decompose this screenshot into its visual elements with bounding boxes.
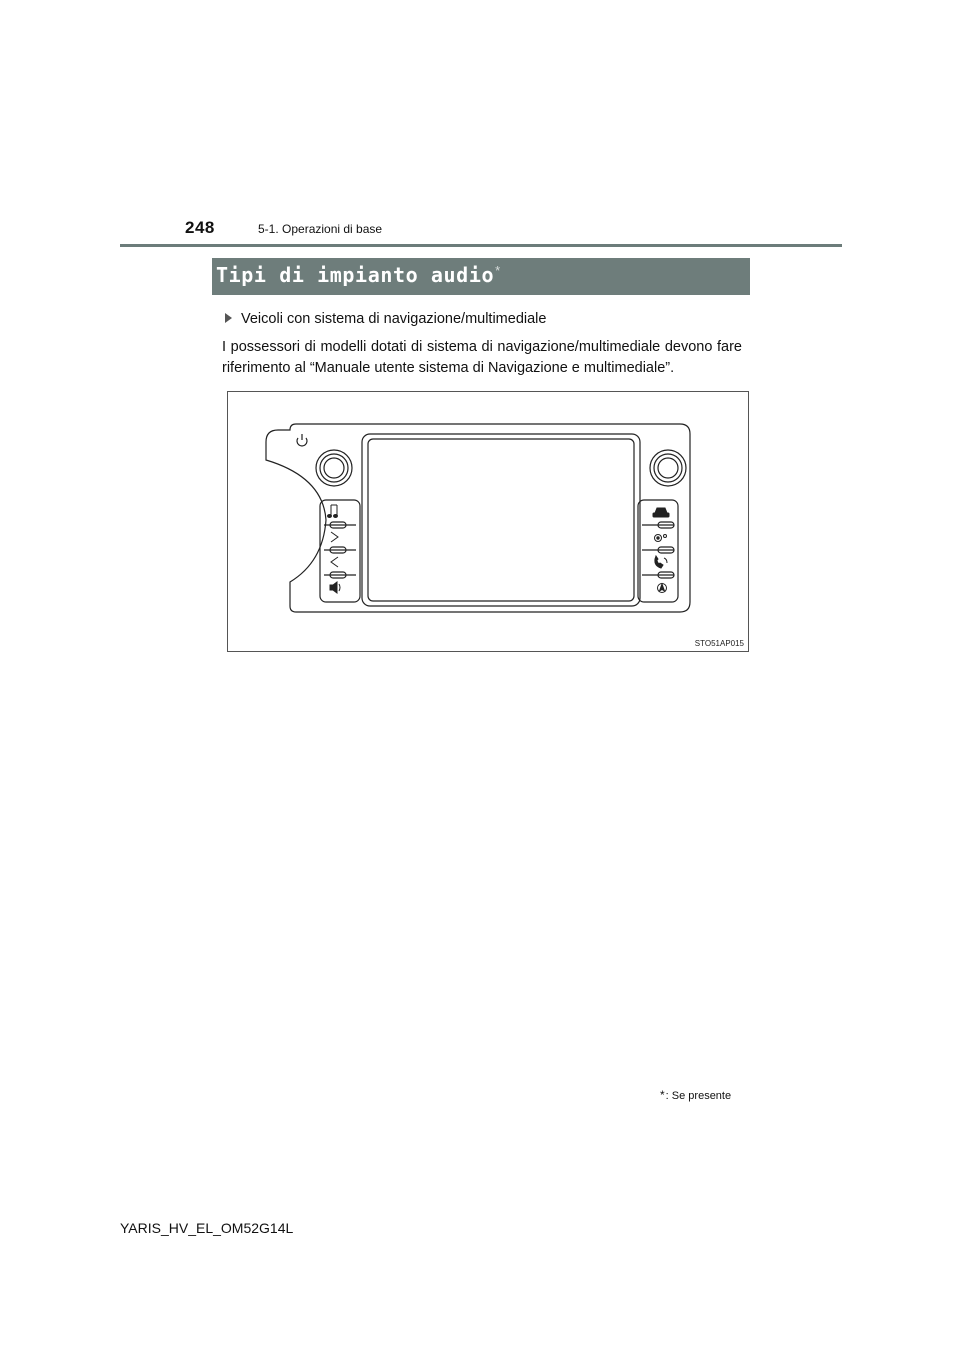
display-screen	[362, 434, 640, 606]
bullet-item	[225, 311, 546, 327]
right-knob	[650, 450, 686, 486]
audio-unit-figure	[227, 391, 749, 652]
page-number: 248	[185, 218, 215, 237]
header-rule	[120, 244, 842, 247]
settings-icon	[655, 535, 667, 542]
navigation-icon	[658, 584, 667, 593]
section-title: 5-1. Operazioni di base	[258, 222, 383, 236]
optional-marker-icon: *	[495, 263, 501, 278]
audio-unit-illustration	[228, 392, 748, 651]
footnote-marker-icon: *	[660, 1088, 665, 1102]
speaker-icon	[330, 582, 340, 593]
title-bar	[212, 258, 750, 295]
bullet-text: Veicoli con sistema di navigazione/multimediale	[241, 311, 547, 327]
car-icon	[653, 508, 669, 517]
footnote	[660, 1088, 731, 1102]
footnote-text: : Se presente	[665, 1090, 732, 1102]
left-knob	[316, 450, 352, 486]
page-title: Tipi di impianto audio	[216, 263, 495, 287]
phone-icon	[655, 556, 667, 568]
chevron-left-icon	[331, 557, 338, 567]
chevron-right-icon	[331, 532, 338, 542]
unit-bezel	[266, 424, 690, 612]
power-icon	[297, 434, 307, 446]
document-code: YARIS_HV_EL_OM52G14L	[120, 1220, 294, 1236]
body-paragraph: I possessori di modelli dotati di sistema di navigazione/multimediale devono fare riferimento al “Manuale utente sistema di Navigazione e multimediale”.	[222, 339, 742, 376]
figure-code: STO51AP015	[694, 639, 744, 648]
display-screen-inner	[368, 439, 634, 601]
music-note-icon	[328, 505, 338, 518]
bullet-arrow-icon	[225, 313, 232, 323]
